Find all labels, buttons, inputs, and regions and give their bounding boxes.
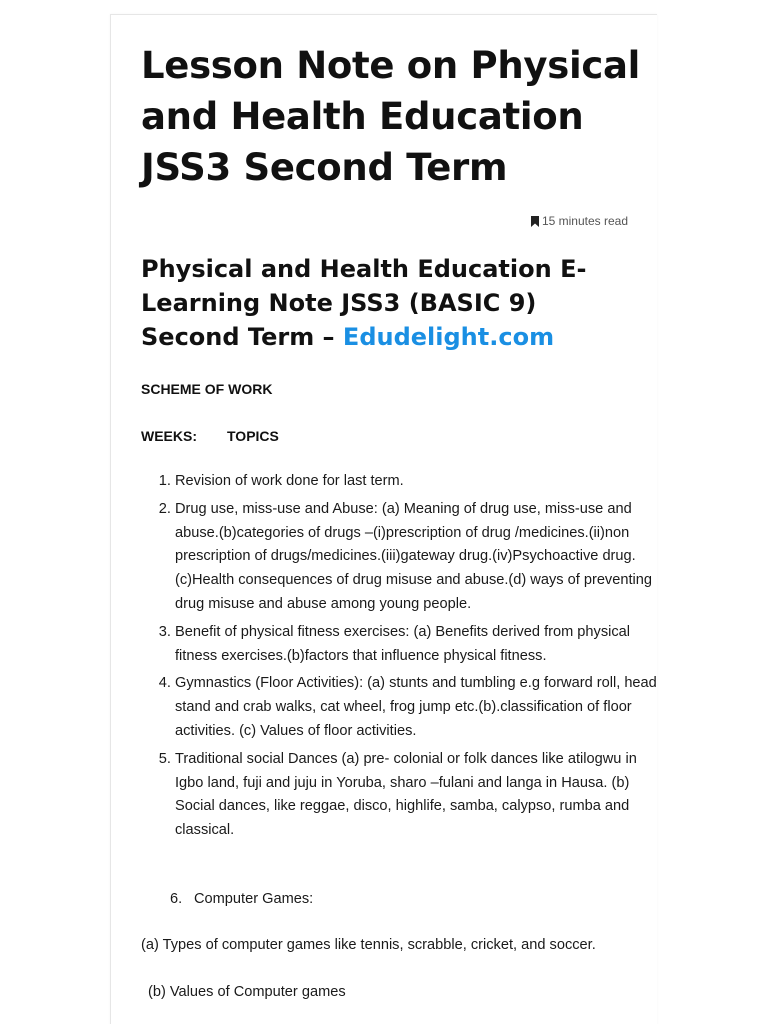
scheme-heading: SCHEME OF WORK — [141, 381, 273, 397]
list-item: 4. Gymnastics (Floor Activities): (a) stunts and tumbling e.g forward roll, head stand and crab walks, cat wheel, frog jump etc.(b).classification of floor activities. (c) Values of floor activities. — [175, 672, 665, 743]
list-item: 3. Benefit of physical fitness exercises: (a) Benefits derived from physical fitness exercises.(b)factors that influence physical fitness. — [175, 621, 665, 669]
page-title: Lesson Note on Physical and Health Education JSS3 Second Term — [141, 44, 641, 189]
list-item-6 — [170, 888, 313, 910]
weeks-label: WEEKS: — [141, 428, 197, 444]
weeks-topics-header — [141, 428, 279, 444]
paragraph-a: (a) Types of computer games like tennis, scrabble, cricket, and soccer. — [141, 937, 596, 953]
topics-list — [141, 470, 665, 847]
item6-text: Computer Games: — [194, 891, 314, 907]
read-time-text: 15 minutes read — [541, 214, 628, 228]
list-item: 1. Revision of work done for last term. — [175, 470, 665, 494]
item6-number: 6. — [170, 891, 183, 907]
subtitle-text: Physical and Health Education E-Learning Note JSS3 (BASIC 9) Second Term – — [141, 255, 587, 351]
list-item: 5. Traditional social Dances (a) pre- colonial or folk dances like atilogwu in Igbo land, fuji and juju in Yoruba, sharo –fulani and langa in Hausa. (b) Social dances, like reggae, disco, highlife, samba, calypso, rumba and classical. — [175, 748, 665, 843]
topics-label: TOPICS — [227, 428, 279, 444]
article-subtitle — [141, 252, 631, 354]
list-item: 2. Drug use, miss-use and Abuse: (a) Meaning of drug use, miss-use and abuse.(b)categories of drugs –(i)prescription of drug /medicines.(ii)non prescription of drugs/medicines.(iii)gateway drug.(iv)Psychoactive drug.(c)Health consequences of drug misuse and abuse.(d) ways of preventing drug misuse and abuse among young people. — [175, 498, 665, 617]
paragraph-b: (b) Values of Computer games — [148, 984, 346, 1000]
site-link[interactable]: Edudelight.com — [342, 323, 555, 351]
read-time — [531, 214, 628, 228]
bookmark-icon — [531, 216, 539, 227]
